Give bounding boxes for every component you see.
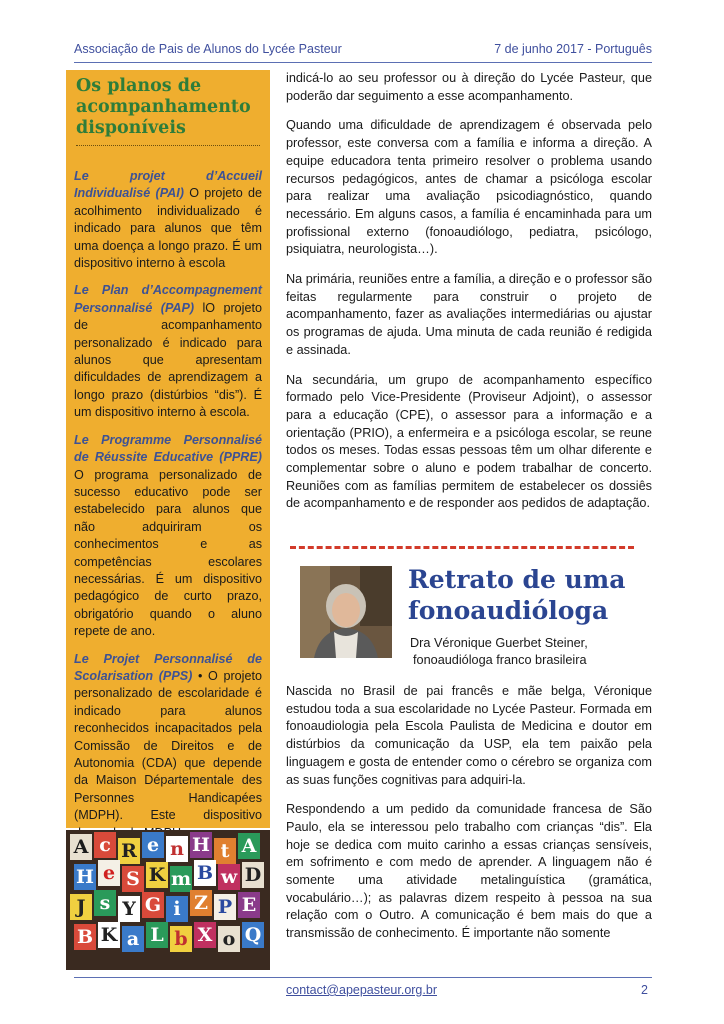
collage-letter-tile: Y bbox=[118, 896, 140, 922]
collage-letter-tile: m bbox=[170, 868, 192, 890]
plan-pai bbox=[74, 168, 262, 272]
collage-letter-tile: H bbox=[74, 864, 96, 890]
portrait-photo-drawing bbox=[300, 566, 392, 658]
collage-letter-tile: D bbox=[242, 862, 264, 888]
plan-pps-name: Le Projet Personnalisé de Scolarisation (PPS) bbox=[74, 651, 262, 683]
header-date-language: 7 de junho 2017 - Português bbox=[494, 42, 652, 56]
article-paragraph: Nascida no Brasil de pai francês e mãe belga, Véronique estudou toda a sua escolaridade no Lycée Pasteur. Formada em fonoaudiologia pela Escola Paulista de Medicina e doutor em distúrbios da comunicação da USP, ela tem paixão pela linguagem e gosta de entender como o cérebro se organiza com as suas funções cognitivas para adquiri-la. bbox=[286, 684, 652, 787]
plan-pap-desc: lO projeto de acompanhamento personalizado é indicado para alunos que apresentam dificuldades de aprendizagem a longo prazo (distúrbios “dis”). É um dispositivo interno à escola. bbox=[74, 300, 262, 420]
plan-pap-name: Le Plan d’Accompagnement Personnalisé (PAP) bbox=[74, 283, 262, 315]
collage-letter-tile: c bbox=[94, 832, 116, 858]
collage-letter-tile: b bbox=[170, 926, 192, 952]
contact-email-link[interactable]: contact@apepasteur.org.br bbox=[286, 983, 437, 997]
sidebar-title-line1: Os planos de bbox=[76, 76, 202, 96]
collage-letter-tile: S bbox=[122, 866, 144, 892]
article-byline bbox=[410, 635, 588, 669]
plan-pai-name: Le projet d’Accueil Individualisé (PAI) bbox=[74, 169, 262, 201]
collage-letter-tile: n bbox=[166, 836, 188, 862]
collage-letter-tile: K bbox=[146, 862, 168, 888]
header-organization: Associação de Pais de Alunos do Lycée Pasteur bbox=[74, 42, 342, 56]
collage-letter-tile: o bbox=[218, 926, 240, 952]
plan-ppre-name: Le Programme Personnalisé de Réussite Educative (PPRE) bbox=[74, 432, 262, 465]
collage-letter-tile: e bbox=[98, 860, 120, 886]
collage-letter-tile: i bbox=[166, 896, 188, 922]
plan-ppre bbox=[74, 432, 262, 641]
main-paragraph: indicá-lo ao seu professor ou à direção do Lycée Pasteur, que poderão dar seguimento a esse acompanhamento. bbox=[286, 71, 652, 103]
collage-letter-tile: A bbox=[70, 834, 92, 860]
collage-letter-tile: G bbox=[142, 892, 164, 918]
sidebar-title bbox=[76, 76, 262, 139]
collage-letter-tile: J bbox=[70, 894, 92, 920]
byline-name: Dra Véronique Guerbet Steiner, bbox=[410, 636, 588, 650]
collage-letter-tile: A bbox=[238, 833, 260, 859]
plan-pps bbox=[74, 651, 262, 842]
sidebar-title-line2: acompanhamento bbox=[76, 97, 251, 117]
collage-letter-tile: a bbox=[122, 926, 144, 952]
section-divider bbox=[290, 546, 634, 549]
page-header bbox=[74, 38, 652, 63]
collage-letter-tile: K bbox=[98, 922, 120, 948]
collage-letter-tile: E bbox=[238, 892, 260, 918]
main-paragraph: Na primária, reuniões entre a família, a direção e o professor são feitas regularmente para construir o projeto de acompanhamento, fazer as avaliações intermediárias ou ajustar os programas de ajuda. Uma minuta de cada reunião é redigida e assinada. bbox=[286, 272, 653, 357]
plan-ppre-desc: O programa personalizado de sucesso educativo pode ser estabelecido para alunos que não adquiriram os conhecimentos e as competências escolares necessárias. É um dispositivo pedagógico de curto prazo, obrigatório quando o aluno repete de ano. bbox=[74, 467, 262, 639]
collage-letter-tile: L bbox=[146, 922, 168, 948]
collage-letter-tile: Q bbox=[242, 922, 264, 948]
article-title-line2: fonoaudióloga bbox=[408, 596, 609, 625]
article-body bbox=[286, 683, 652, 955]
article-title bbox=[408, 564, 658, 626]
main-column-top bbox=[286, 70, 652, 525]
letters-collage-image bbox=[66, 830, 270, 970]
collage-letter-tile: e bbox=[142, 832, 164, 858]
collage-letter-tile: s bbox=[94, 890, 116, 916]
collage-letter-tile: Z bbox=[190, 890, 212, 916]
sidebar-plans bbox=[66, 70, 270, 828]
sidebar-title-line3: disponíveis bbox=[76, 118, 186, 138]
plan-pai-desc: O projeto de acolhimento individualizado é indicado para alunos que têm uma doença a longo prazo. É um dispositivo interno à escola bbox=[74, 186, 262, 271]
collage-letter-tile: R bbox=[118, 838, 140, 864]
article-paragraph: Respondendo a um pedido da comunidade francesa de São Paulo, ela se interessou pelo trabalho com crianças “dis”. Ela hoje se dedica com muito carinho a essas crianças sensíveis, em sofrimento e com medo de aprender. A linguagem não é somente uma atividade metalinguística (gramática, vocabulário…); as palavras dizem respeito à pessoa na sua relação com o Outro. A comunicação é bem mais do que a transmissão de conhecimento. É importante não somente bbox=[286, 802, 652, 941]
plan-pps-desc: • O projeto personalizado de escolaridade é indicado para alunos reconhecidos incapacitados pela Comissão de Direitos e de Autonomia (CDA) que depende da Maison Départementale des Personnes Handicapées (MDPH). Este dispositivo bbox=[74, 668, 262, 823]
collage-letter-tile: H bbox=[190, 832, 212, 858]
main-paragraph: Quando uma dificuldade de aprendizagem é observada pelo professor, este conversa com a família e informa a direção. A equipe educadora tenta primeiro resolver o problema usando recursos pedagógicos, antes de chamar a psicóloga escolar para realizar uma avaliação psicodiagnóstico, quando necessário. Em alguns casos, a família é encaminhada para um profissional externo (fonoaudiólogo, pediatra, psicólogo, psiquiatra, neurologista…). bbox=[286, 118, 652, 257]
page-footer bbox=[74, 977, 652, 1000]
portrait-photo bbox=[300, 566, 392, 658]
collage-letter-tile: P bbox=[214, 894, 236, 920]
main-paragraph: Na secundária, um grupo de acompanhamento específico formado pelo Vice-Presidente (Proviseur Adjoint), o assessor para a educação (CPE), o assessor para a informação e a orientação (PRIO), a enfermeira e a psicóloga escolar, se reune todos os meses. Todas essas pessoas têm um olhar diferente e complementar sobre o aluno e podem trabalhar de concerto. Reuniões com as famílias permitem de estabelecer os dossiês de acompanhamento e de responder aos pedidos de adaptação. bbox=[286, 372, 652, 511]
plan-pap bbox=[74, 282, 262, 421]
page-number: 2 bbox=[641, 983, 648, 997]
collage-letter-tile: X bbox=[194, 922, 216, 948]
sidebar-divider bbox=[76, 145, 260, 146]
collage-letter-tile: w bbox=[218, 864, 240, 890]
collage-letter-tile: t bbox=[214, 838, 236, 864]
collage-letter-tile: B bbox=[194, 860, 216, 886]
byline-role: fonoaudióloga franco brasileira bbox=[413, 653, 587, 667]
article-title-line1: Retrato de uma bbox=[408, 565, 626, 594]
collage-letter-tile: B bbox=[74, 924, 96, 950]
